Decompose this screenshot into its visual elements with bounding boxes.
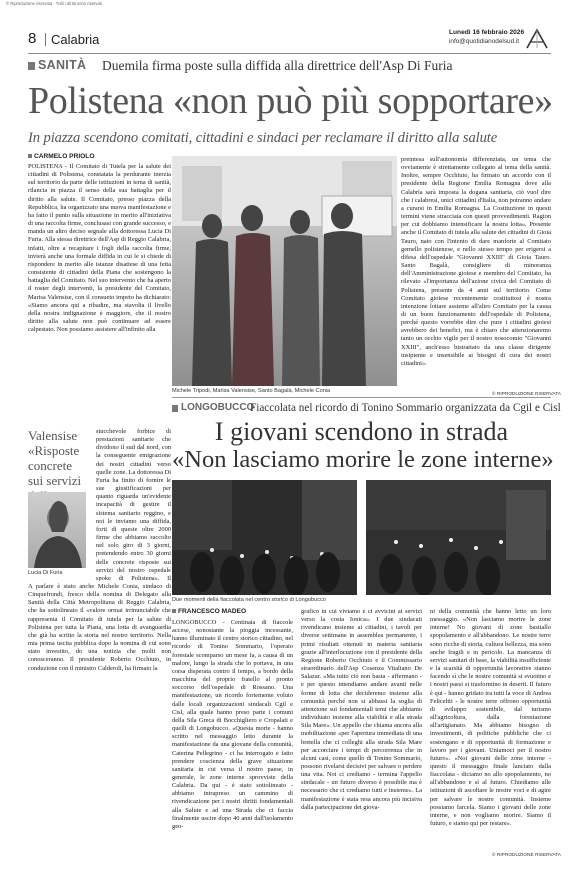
second-headline-1: I giovani scendono in strada [214, 417, 509, 446]
story-column-1: POLISTENA - Il Comitato di Tutela per la salute dei cittadini di Polistena, constatata la perdurante inerzia sul territorio da parte delle istituzioni in tema di sanità, rilancia in piazza il senso della sua battaglia per il diritto alla salute. Il Comitato, presso piazza della Repubblica, ha organizzato una nuova manifestazione e ha fatto il punto sulla situazione in merito all'iniziativa di una raccolta firme, conclusasi con grande successo, e manda un altro deciso segnale alla dottoressa Lucia Di Furia. Alla stessa direttrice dell'Asp di Reggio Calabria, infatti, oltre a recapitare i fogli della raccolta firme, invierà anche una formale diffida in cui le si chiede di rispondere in merito alle istanze disattese di una fetta consistente di cittadini della Piana che sostengono la battaglia del Comitato. Nel suo intervento che ha aperto il roster degli interventi, la presidente del Comitato, Marisa Valensise, con il consueto impeto ha dichiarato: «Siamo ancora qui a ribadire, ma stavolta il livello della nostra indignazione è maggiore, che il nostro diritto alla salute non può continuare ad essere calpestato. Non possiamo assistere all'infinito alla [28, 163, 171, 334]
second-kicker-marker [172, 405, 178, 412]
second-byline: FRANCESCO MADEO [172, 608, 246, 615]
story-kicker: SANITÀ [38, 58, 87, 72]
main-photo-caption: Michele Tripodi, Marisa Valensise, Santo Bagalà, Michele Conia [172, 388, 331, 394]
torchlight-crowd-icon [172, 480, 357, 595]
story-overline: Duemila firma poste sulla diffida alla direttrice dell'Asp Di Furia [102, 58, 453, 73]
march-photo-left [172, 480, 357, 595]
portrait-caption: Lucia Di Furia [28, 570, 63, 576]
contact-email: info@quotidianodelsud.it [449, 38, 520, 45]
pullquote-name: Valensise [28, 428, 78, 443]
copyright-notice: © Riproduzione riservata · Tutti i diritti sono riservati [6, 1, 102, 6]
newspaper-logo-icon [525, 28, 549, 50]
group-photo-icon [172, 156, 397, 386]
header-rule [28, 53, 551, 54]
second-photo-caption: Due momenti della fiaccolata nel centro storico di Longobucco [172, 597, 326, 603]
reproduction-notice: © RIPRODUZIONE RISERVATA [492, 392, 562, 397]
second-column-2: grafico in cui viviamo e ci avvicini ai servizi verso la costa Ionica». I due sindacati rivendicano insieme ai cittadini, i tavoli per diverse settimane in assemblea permanente, i primi risultati ottenuti in materia sanitaria grazie all'interlocuzione con il presidente della Regione Roberto Occhiuto e il Commissario straordinario dell'Asp Cosenza Vitaliano De Salazar. «Ma tutto ciò non basta - affermano - e per questo intendiamo andare avanti nelle forme di lotta che decideremo insieme alla comunità perché non si abbassi la soglia di attenzione sui fondamentali temi che abbiamo individuato insieme alla viabilità e alla strada Sila Mare». Un appello che chiama ancora alla mobilitazione «per l'apertura immediata di una bretella che ci colleghi alla strada Sila Mare per accorciare i tempi di percorrenza che in alcuni casi, come quello di Tonino Sommario, possono rivelarsi decisivi per salvare o perdere una vita. Noi ci crediamo - termina l'appello sindacale - un futuro diverso è possibile ma è necessario che ci crediamo tutti e insieme». La manifestazione è stata resa ancora più incisiva dalla partecipazione dei giova- [301, 608, 422, 811]
pullquote-text: «Risposte concrete sui servizi [28, 443, 82, 488]
march-photo-right [366, 480, 551, 595]
issue-date: Lunedì 16 febbraio 2026 [449, 29, 525, 36]
header-divider [45, 33, 46, 46]
section-title: Calabria [51, 32, 100, 47]
story-column-1-wrap: stucchevole forbice di prestazioni sanitarie che dividono il sud dal nord, con la conseguente emigrazione dei nostri cittadini verso quelle zone. La dottoressa Di Furia ha finito di fornire le sue giustificazioni per quanto riguarda un'evidente incapacità di gestire il sistema sanitario reggino, e noi le inviamo una diffida, forti di queste oltre 2000 firme che abbiamo raccolto nel solo giro di 3 giorni, pretendendo entro 30 giorni delle concrete risposte sui servizi del nostro ospedale spoke di Polistena». Il [96, 428, 171, 581]
story-byline: CARMELO PRIOLO [28, 153, 94, 160]
story-separator [172, 397, 551, 398]
portrait-photo [28, 492, 86, 568]
story-column-3: preintesa sull'autonomia differenziata, un tema che ovviamente è strettamente collegato al tema della sanità. Inoltre, sempre Occhiuto, ha firmato un accordo con il presidente della Regione Emilia Romagna dove alla Calabria sarà imposta la dogana sanitaria, ciò vuol dire che i calabresi, unici cittadini d'Italia, non potranno andare a curarsi in Emilia Romagna. La Costituzione in questi termini viene stracciata con questi provvedimenti. Ragion per cui dobbiamo intensificare la nostra lotta». Presente anche il Comitato di tutela alla salute dei cittadini di Gioia Tauro, nato con l'intento di dare manforte al Comitato gemello polistenese, e nello stesso tempo per erigersi a difesa dell'ospedale "Giovanni XXIII" di Gioia Tauro. Santo Bagalà, consigliere di minoranza dell'Amministrazione gioiese e membro del Comitato, ha rilevato «l'importanza dell'azione civica del Comitato di Polistena, presente da 4 anni sul territorio. Come Comitato gioiese recentemente costituitosi è nostra intenzione lottare assieme all'altro Comitato per la causa di un buon funzionamento dell'ospedale di Polistena, perché questo vorrebbe dire che pure i cittadini gioiesi avrebbero dei benefici, ma è chiaro che attenzionaremo tanto un occhio vigile per il nostro nosocomio "Giovanni XXIII", anch'esso bistrattato da una classe dirigente insipiente e insensibile ai bisogni di cura dei nostri cittadini». [401, 156, 551, 367]
story-subhead: In piazza scendono comitati, cittadini e sindaci per reclamare il diritto alla salute [28, 130, 498, 146]
story-headline: Polistena «non può più sopportare» [28, 80, 553, 122]
story-column-2: A parlare è stato anche Michele Conia, sindaco di Cinquefrondi, fresco della nomina di Delegato alla Sanità della Città Metropolitana di Reggio Calabria, che ha sottolineato il «valore ormai irrinunciabile che rappresenta il Comitato di tutela per la salute di Polistena per tutta la Piana, una lotta di avanguardia che già ha scritto la storia nel nostro territorio. Nella mia prima uscita pubblica dopo la nomina di cui sono stato investito, do una notizia che molti non conosceranno. Il presidente Roberto Occhiuto, in conduzione con il ministro Calderoli, ha firmato la [28, 583, 171, 672]
main-photo [172, 156, 397, 386]
second-column-1: LONGOBUCCO - Centinaia di fiaccole accese, nonostante la pioggia incessante, hanno illuminato il centro storico cittadino, nel ricordo di Tonino Sommario, l'operaio forestale scomparso un mese fa, a causa di un malore, lungo la strada che lo portava, in una corsa disperata contro il tempo, a bordo della macchina del proprio fratello al pronto soccorso dell'ospedale di Rossano. Una manifestazione, un ricordo fortemente voluto dalle locali organizzazioni sindacali Cgil e Cisl, alla quale hanno preso parte i comuni della Sila Greca di Bocchigliero e Cropalati e quelli di Longobucco. «Questa morte - hanno scritto nel messaggio letto durante la manifestazione da una giovane della comunità, Caterina Pellegrino - ci ha interrogato e fatto prendere coscienza della grave situazione sanitaria in cui versa il nostro paese, in generale, le zone interne sprovviste della Calabria. Da qui - è stato sottolineato - abbiamo intrapreso un cammino di rivendicazione per i nostri diritti fondamentali alla Salute e ad una Strada che ci faccia finalmente uscire dopo 40 anni dall'isolamento geo- [172, 619, 293, 830]
second-overline: Fiaccolata nel ricordo di Tonino Sommario organizzata da Cgil e Cisl [250, 402, 561, 414]
second-headline-2: «Non lasciamo morire le zone interne» [172, 446, 554, 473]
kicker-marker [28, 62, 35, 70]
page-number: 8 [28, 30, 37, 47]
second-reproduction-notice: © RIPRODUZIONE RISERVATA [492, 853, 562, 858]
second-kicker: LONGOBUCCO [181, 402, 255, 413]
torchlight-street-icon [366, 480, 551, 595]
second-column-3: ni della comunità che hanno letto un loro messaggio. «Non lasciamo morire le zone interne! No giovani di zone bastiallo spopolamento e all'abbandono. Le nostre terre sono ricche di storia, cultura bellezza, ma sono anche fragili e in pericolo. La mancanza di servizi sanitari di base, la viabilità insufficiente e la scarsità di opportunità lavorative stanno facendo sì che le nostre comunità si svuotino e i nostri paesi si trasformino in deserti. Il futuro è qui - hanno gridato tra tutti la voce di Andrea Feliceltti - le nostre terre offrono opportunità di sviluppo sostenibile, dal turismo all'agricoltura, dalla forestazione all'artigianato. Ma abbiamo bisogno di investimenti, di politiche pubbliche che ci sostengano e di opportunità di formazione e lavoro per i giovani. Uniamoci per il nostro futuro». «Noi giovani delle zone interne - questo il messaggio finale lanciato dalla fiaccolata - diciamo no allo spopolamento, no all'abbandono e sì al futuro. Chiediamo alle istituzioni di ascoltare le nostre voci e di agire per salvare le nostre comunità. Insieme possiamo farcela. Siamo i giovani delle zone interne, e non vogliamo morire. Siamo il futuro, e siamo qui per restare». [430, 608, 551, 828]
person-silhouette-icon [28, 492, 86, 568]
